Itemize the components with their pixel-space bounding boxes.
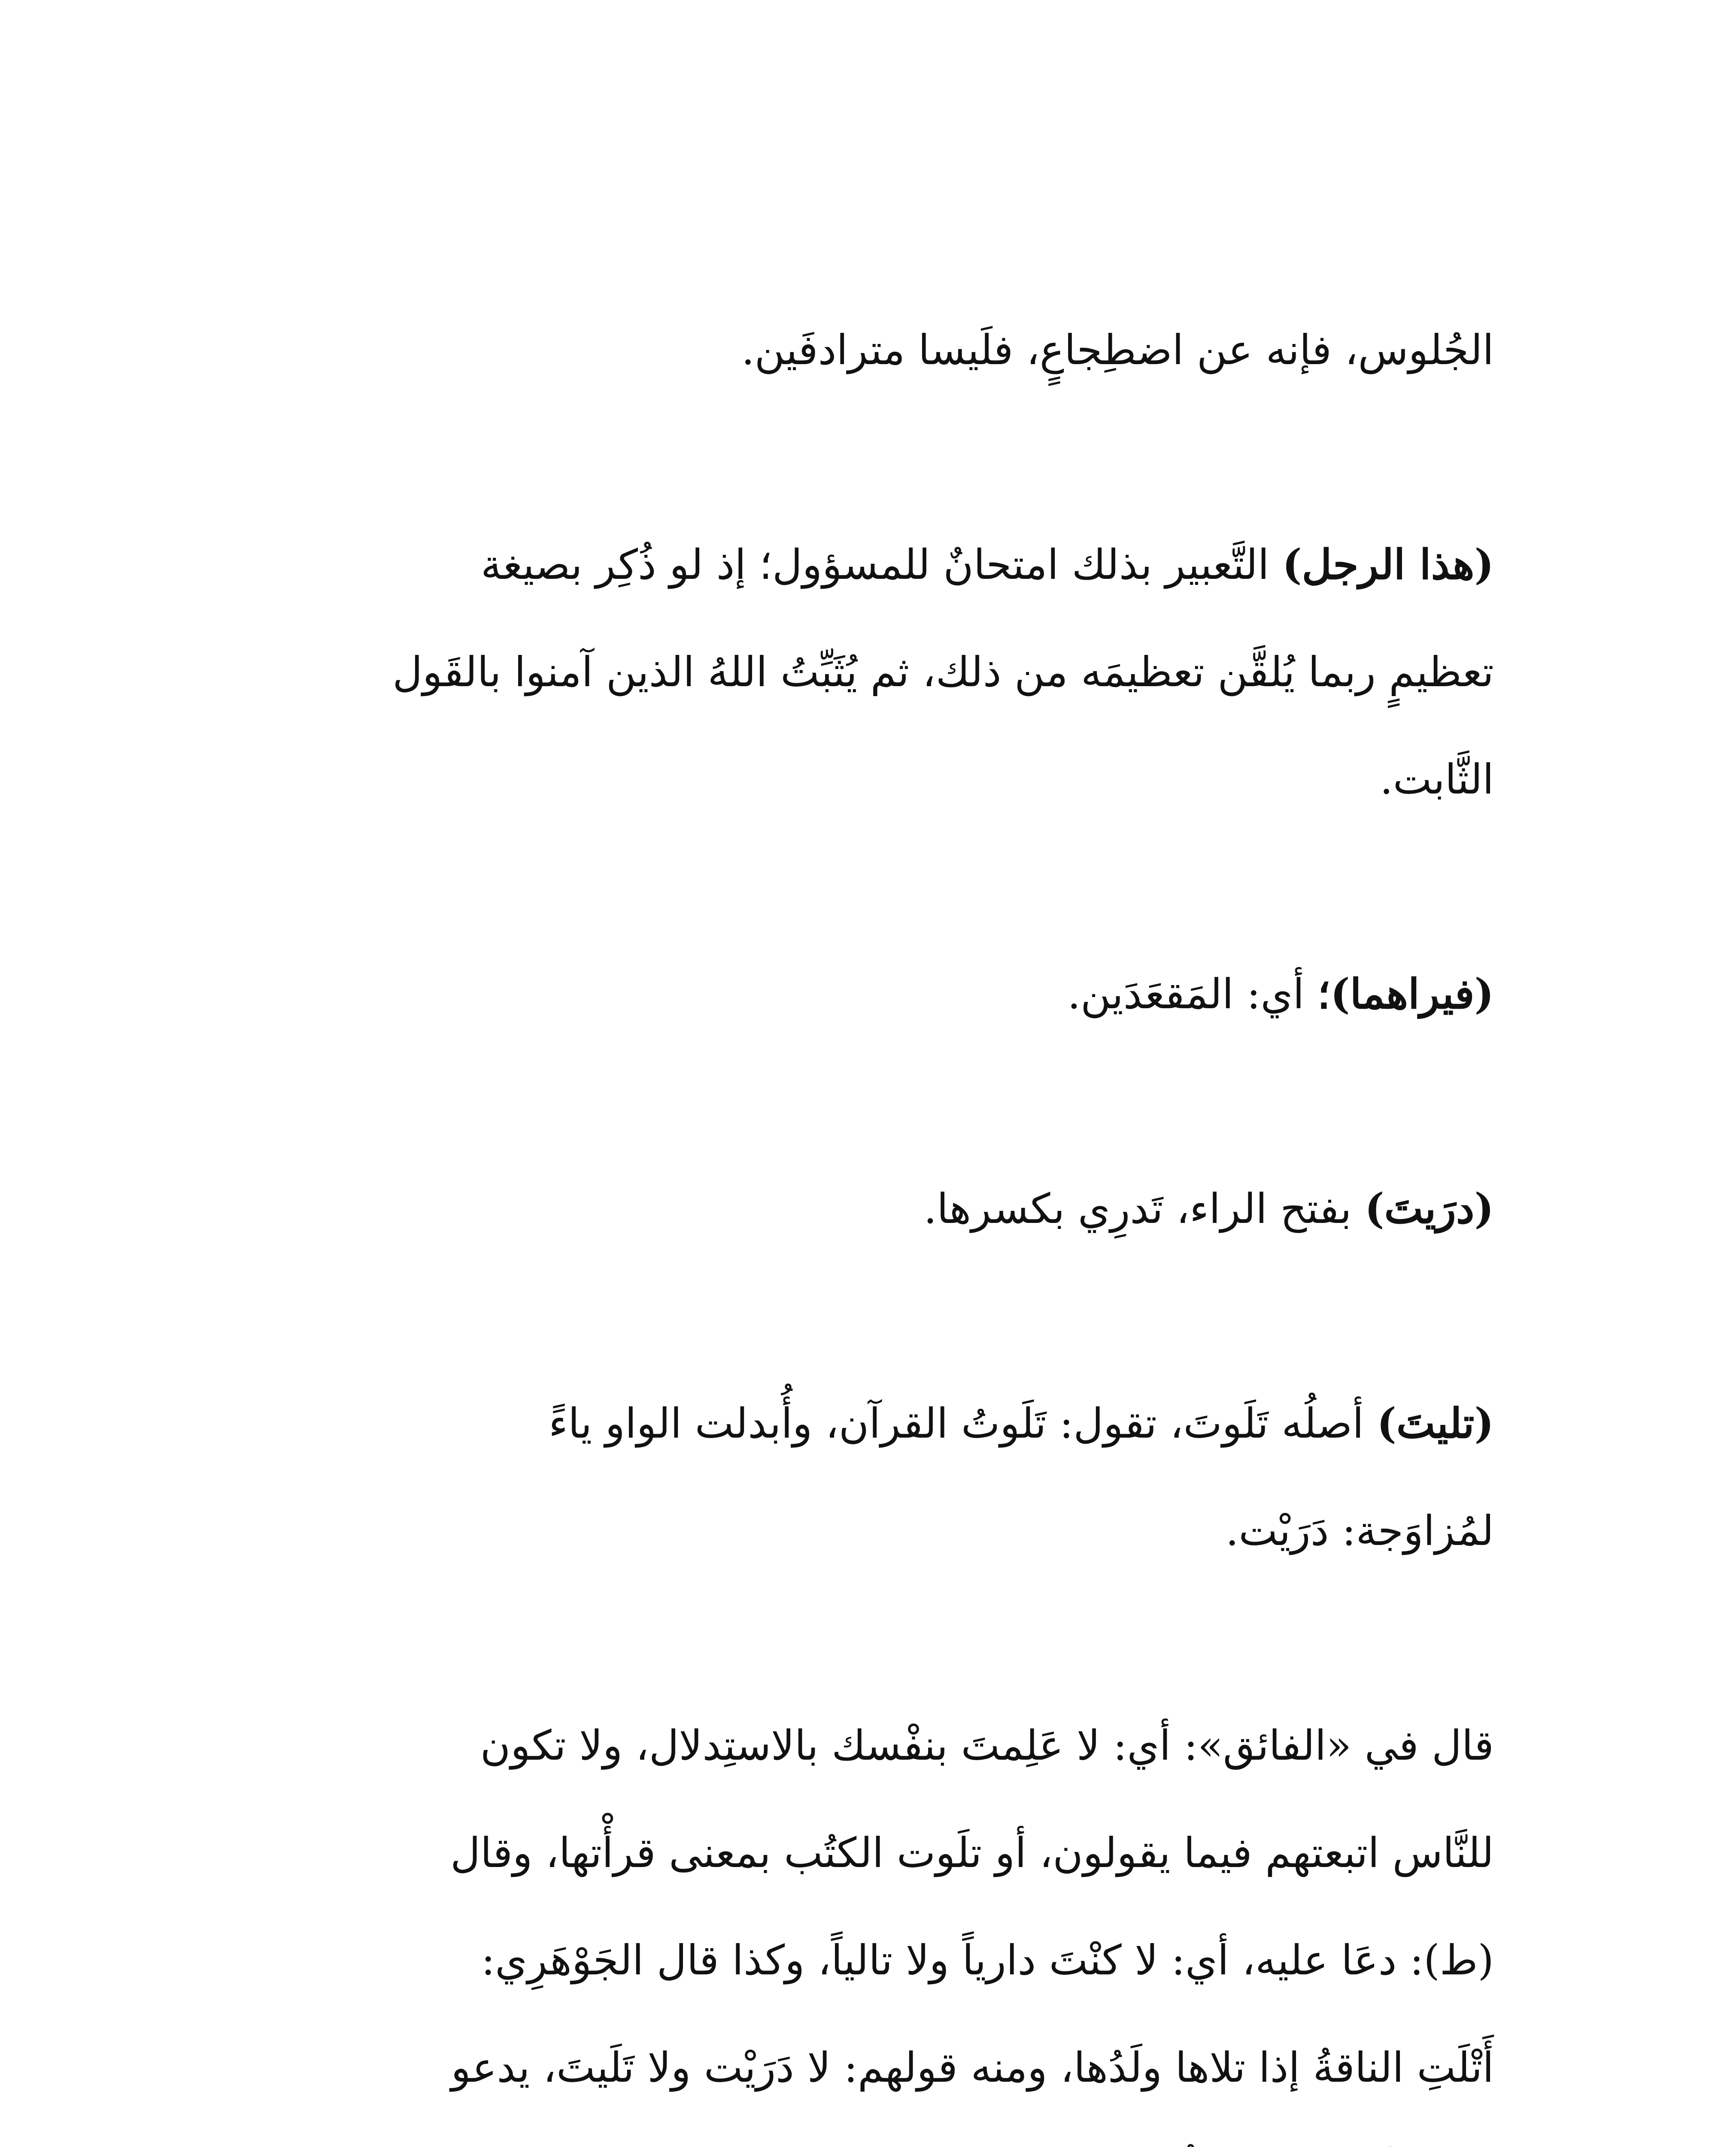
paragraph-2-text: التَّعبير بذلك امتحانٌ للمسؤول؛ إذ لو ذُكِر بصيغة تعظيمٍ ربما يُلقَّن تعظيمَه من ذلك، ثم يُثَبِّتُ اللهُ الذين آمنوا بالقَول الثَّابت. xyxy=(392,541,1494,803)
paragraph-6-text: قال في «الفائق»: أي: لا عَلِمتَ بنفْسك بالاستِدلال، ولا تكون للنَّاس اتبعتهم فيما يقولون، أو تلَوت الكتُب بمعنى قرأْتها، وقال (ط): دعَا عليه، أي: لا كنْتَ دارياً ولا تالياً، وكذا قال الجَوْهَرِي: أَتْلَتِ الناقةُ إذا تلاها ولَدُها، ومنه قولهم: لا دَرَيْت ولا تَلَيتَ، يدعو xyxy=(450,1721,1494,2092)
paragraph-3-text: أي: المَقعَدَين. xyxy=(1067,970,1317,1018)
paragraph-1-text: الجُلوس، فإنه عن اضطِجاعٍ، فلَيسا مترادفَين. xyxy=(741,326,1494,374)
paragraph-4 xyxy=(206,1155,1494,1262)
paragraph-4-lead: (درَيتَ) xyxy=(1365,1184,1494,1233)
body-text xyxy=(206,189,1494,2147)
paragraph-3 xyxy=(206,940,1494,1048)
paragraph-5-lead: (تليتَ) xyxy=(1377,1399,1494,1448)
paragraph-1 xyxy=(206,296,1494,404)
paragraph-4-text: بفتح الراء، تَدرِي بكسرها. xyxy=(923,1185,1365,1233)
paragraph-2-lead: (هذا الرجل) xyxy=(1282,540,1494,589)
paragraph-2 xyxy=(206,511,1494,833)
paragraph-6 xyxy=(206,1692,1494,2147)
paragraph-5-text: أصلُه تَلَوتَ، تقول: تَلَوتُ القرآن، وأُبدلت الواو ياءً لمُزاوَجة: دَرَيْت. xyxy=(549,1399,1494,1555)
paragraph-3-lead: (فيراهما)؛ xyxy=(1317,970,1494,1018)
paragraph-5 xyxy=(206,1370,1494,1584)
